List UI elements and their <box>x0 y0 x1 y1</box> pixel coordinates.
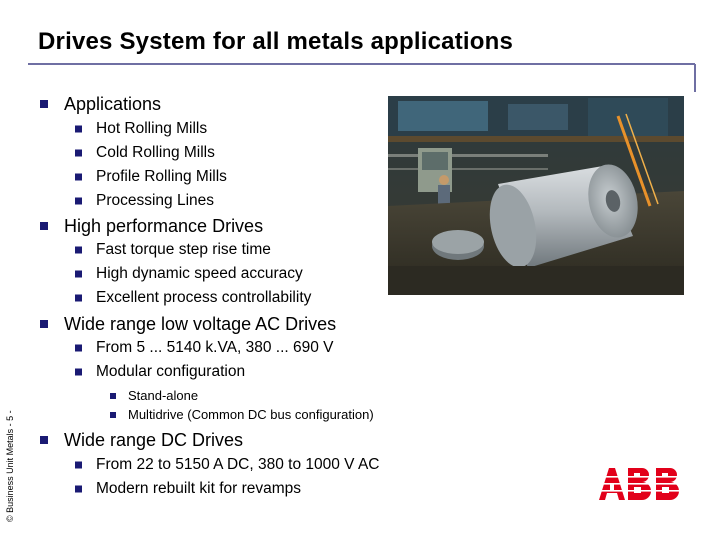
square-bullet-icon <box>75 294 82 301</box>
square-bullet-icon <box>40 100 48 108</box>
square-bullet-icon <box>75 149 82 156</box>
bullet-low-voltage-ac <box>64 315 336 333</box>
bullet-text: Modular configuration <box>96 363 246 380</box>
abb-logo <box>597 466 685 502</box>
bullet-high-performance <box>64 217 263 235</box>
square-bullet-icon <box>75 197 82 204</box>
square-bullet-icon <box>75 270 82 277</box>
square-bullet-icon <box>40 320 48 328</box>
square-bullet-icon <box>40 436 48 444</box>
bullet-text: Multidrive (Common DC bus configuration) <box>128 407 374 422</box>
sub-bullet-dc-range <box>96 457 379 473</box>
slide-title: Drives System for all metals applications <box>38 28 514 55</box>
bullet-text: Applications <box>64 94 162 114</box>
sub-bullet-cold-rolling <box>96 145 215 161</box>
sub-bullet-controllability <box>96 290 311 306</box>
bullet-text: From 22 to 5150 A DC, 380 to 1000 V AC <box>96 456 380 473</box>
bullet-dc-drives <box>64 431 243 449</box>
bullet-text: Wide range DC Drives <box>64 430 244 450</box>
bullet-text: Stand-alone <box>128 388 199 403</box>
square-bullet-icon <box>75 173 82 180</box>
sub-bullet-power-range <box>96 340 334 356</box>
square-bullet-icon <box>75 125 82 132</box>
sub-sub-bullet-multidrive <box>128 408 374 421</box>
sub-bullet-processing-lines <box>96 193 214 209</box>
bullet-text: Modern rebuilt kit for revamps <box>96 480 302 497</box>
square-bullet-icon <box>110 412 116 418</box>
bullet-text: From 5 ... 5140 k.VA, 380 ... 690 V <box>96 339 334 356</box>
sub-bullet-hot-rolling <box>96 121 207 137</box>
bullet-text: Fast torque step rise time <box>96 241 271 258</box>
steel-coil-photo <box>388 96 684 295</box>
sub-bullet-torque <box>96 242 271 258</box>
sub-bullet-rebuilt-kit <box>96 481 301 497</box>
bullet-text: Hot Rolling Mills <box>96 120 208 137</box>
vertical-footer: © Business Unit Metals - 5 - <box>5 410 15 522</box>
bullet-applications <box>64 95 161 113</box>
square-bullet-icon <box>110 393 116 399</box>
sub-bullet-profile-rolling <box>96 169 227 185</box>
bullet-text: High dynamic speed accuracy <box>96 265 303 282</box>
sub-bullet-modular <box>96 364 245 380</box>
bullet-text: High performance Drives <box>64 216 264 236</box>
square-bullet-icon <box>75 485 82 492</box>
square-bullet-icon <box>75 461 82 468</box>
square-bullet-icon <box>75 246 82 253</box>
square-bullet-icon <box>40 222 48 230</box>
sub-sub-bullet-standalone <box>128 389 198 402</box>
bullet-text: Processing Lines <box>96 192 215 209</box>
square-bullet-icon <box>75 368 82 375</box>
bullet-text: Excellent process controllability <box>96 289 312 306</box>
bullet-text: Wide range low voltage AC Drives <box>64 314 337 334</box>
sub-bullet-speed-accuracy <box>96 266 303 282</box>
bullet-text: Profile Rolling Mills <box>96 168 227 185</box>
bullet-text: Cold Rolling Mills <box>96 144 215 161</box>
square-bullet-icon <box>75 344 82 351</box>
